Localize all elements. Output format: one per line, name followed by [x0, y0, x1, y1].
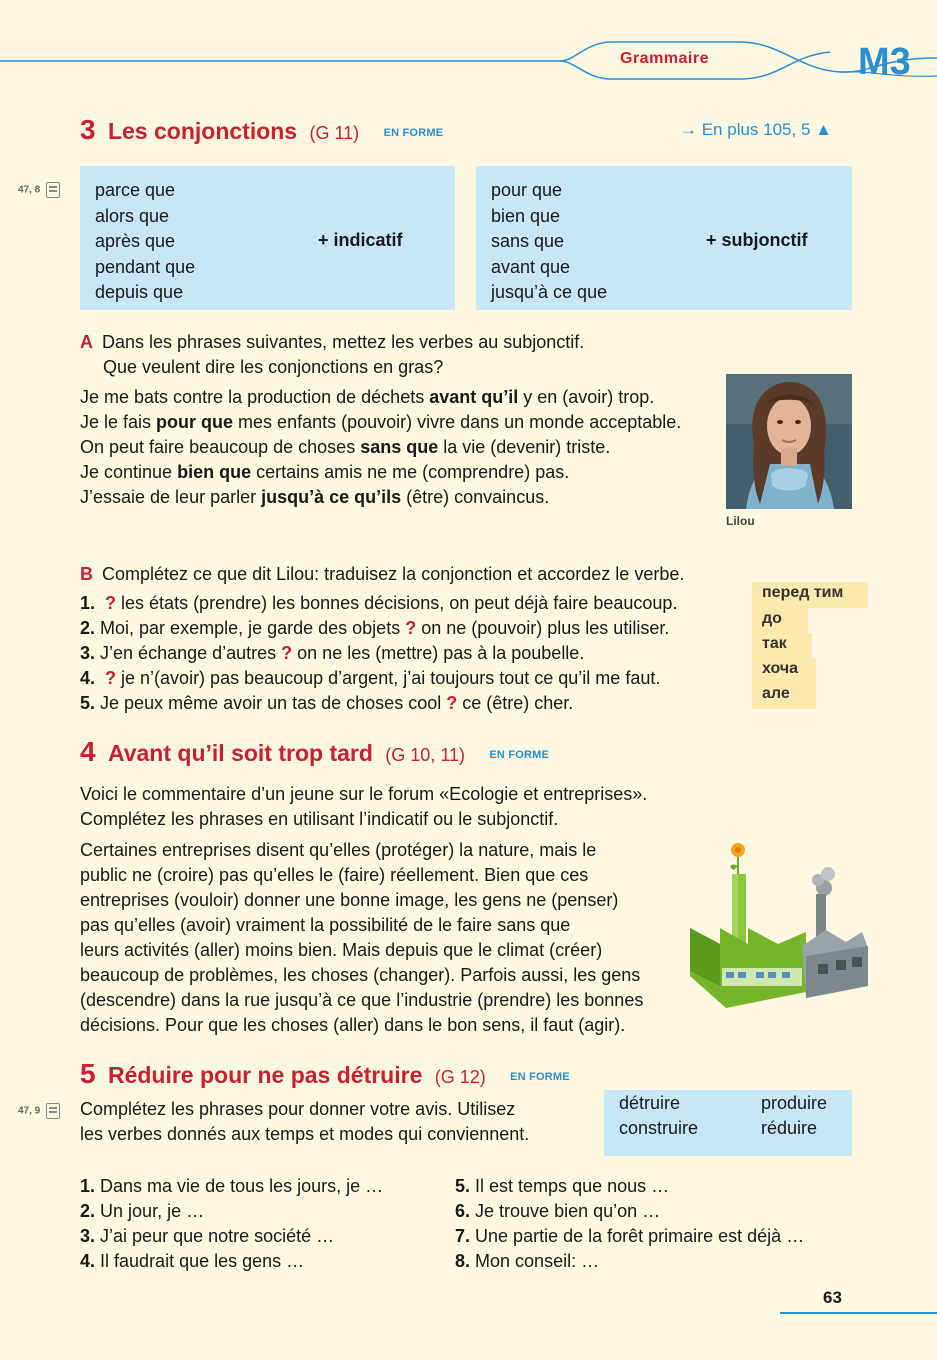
blank-marker: ? [281, 643, 293, 663]
sentence: Je me bats contre la production de déchets avant qu’il y en (avoir) trop. [80, 387, 655, 407]
list-item: 2. Moi, par exemple, je garde des objets ? on ne (pouvoir) plus les utiliser. [80, 618, 670, 638]
exercise-4-intro [80, 782, 647, 832]
exercise-4-heading [80, 736, 549, 768]
sentence: Je le fais pour que mes enfants (pouvoir) vivre dans un monde acceptable. [80, 412, 682, 432]
blank-marker: ? [446, 693, 458, 713]
conjunction-item: alors que [95, 205, 170, 226]
conjunction-item: sans que [491, 231, 565, 251]
indicatif-box [80, 166, 455, 310]
verb-item: réduire [761, 1118, 818, 1138]
grammar-code: (G 12) [434, 1067, 486, 1087]
grammar-code: (G 10, 11) [385, 745, 465, 765]
list-item: 1. Dans ma vie de tous les jours, je … [80, 1176, 384, 1196]
subjonctif-box [476, 166, 852, 310]
word-tag: хоча [752, 658, 816, 683]
sentence: Je continue bien que certains amis ne me (comprendre) pas. [80, 462, 570, 482]
side-reference-text: 47, 8 [18, 184, 41, 196]
exercise-title: Avant qu’il soit trop tard [107, 740, 373, 766]
exercise-3-heading [80, 114, 443, 146]
exercise-4-text [80, 838, 643, 1038]
exercise-number: 5 [80, 1058, 96, 1089]
list-item: 3. J’en échange d’autres ? on ne les (mettre) pas à la poubelle. [80, 643, 585, 663]
word-tag: так [752, 633, 812, 658]
word-tags [752, 582, 868, 709]
module-label: M3 [858, 41, 911, 83]
intro-line: les verbes donnés aux temps et modes qui conviennent. [80, 1124, 530, 1144]
exercise-5-left-items [80, 1174, 383, 1274]
conjunction-item: après que [95, 231, 176, 251]
intro-line: Voici le commentaire d’un jeune sur le forum «Ecologie et entreprises». [80, 784, 648, 804]
en-forme-tag: EN FORME [510, 1070, 570, 1083]
grammar-code: (G 11) [309, 123, 360, 143]
verbs-box [604, 1090, 852, 1156]
word-tag: але [752, 683, 816, 709]
indicatif-label: + indicatif [318, 230, 403, 250]
side-reference-text: 47, 9 [18, 1105, 41, 1117]
part-letter: B [80, 564, 93, 584]
exercise-5-intro [80, 1097, 529, 1147]
lilou-photo [726, 374, 852, 509]
subjonctif-list [491, 178, 607, 306]
book-icon [46, 1103, 60, 1119]
part-b-items [80, 591, 677, 716]
section-label: Grammaire [620, 50, 709, 67]
verb-item: produire [761, 1093, 828, 1113]
list-item: 2. Un jour, je … [80, 1201, 205, 1221]
book-icon [46, 182, 60, 198]
list-item: 5. Il est temps que nous … [455, 1176, 670, 1196]
list-item: 7. Une partie de la forêt primaire est déjà … [455, 1226, 805, 1246]
instruction-text: Dans les phrases suivantes, mettez les verbes au subjonctif. [102, 332, 585, 352]
en-forme-tag: EN FORME [383, 126, 444, 139]
part-a-instruction [80, 330, 584, 355]
part-letter: A [80, 332, 93, 352]
factory-illustration [686, 836, 870, 1010]
part-a-sentences [80, 385, 681, 510]
exercise-number: 3 [80, 114, 96, 145]
en-forme-tag: EN FORME [489, 748, 550, 761]
list-item: 8. Mon conseil: … [455, 1251, 600, 1271]
blank-marker: ? [105, 668, 117, 688]
conjunction-item: depuis que [95, 282, 184, 302]
exercise-number: 4 [80, 736, 96, 767]
exercise-5-right-items [455, 1174, 804, 1274]
footer-rule [780, 1312, 937, 1314]
part-a-instruction-2: Que veulent dire les conjonctions en gras? [103, 357, 444, 377]
word-tag: перед тим [752, 582, 868, 608]
text-line: pas qu’elles (avoir) vraiment la possibilité de le faire sans que [80, 915, 571, 935]
subjonctif-label: + subjonctif [706, 230, 808, 250]
photo-caption: Lilou [726, 514, 755, 528]
text-line: beaucoup de problèmes, les choses (changer). Parfois aussi, les gens [80, 965, 641, 985]
text-line: public ne (croire) pas qu’elles le (faire) réellement. Bien que ces [80, 865, 589, 885]
list-item: 5. Je peux même avoir un tas de choses cool ? ce (être) cher. [80, 693, 574, 713]
exercise-5-heading [80, 1058, 570, 1090]
exercise-title: Les conjonctions [107, 118, 298, 144]
list-item: 4. ? je n’(avoir) pas beaucoup d’argent, j’ai toujours tout ce qu’il me faut. [80, 668, 661, 688]
list-item: 6. Je trouve bien qu’on … [455, 1201, 661, 1221]
side-reference [18, 1103, 60, 1119]
instruction-text: Complétez ce que dit Lilou: traduisez la conjonction et accordez le verbe. [102, 564, 685, 584]
conjunction-item: parce que [95, 180, 176, 200]
conjunction-item: jusqu’à ce que [491, 282, 608, 302]
conjunction-item: avant que [491, 256, 571, 277]
text-line: décisions. Pour que les choses (aller) dans le bon sens, il faut (agir). [80, 1015, 626, 1035]
list-item: 4. Il faudrait que les gens … [80, 1251, 305, 1271]
word-tag: до [752, 608, 808, 633]
intro-line: Complétez les phrases pour donner votre avis. Utilisez [80, 1099, 516, 1119]
indicatif-list [95, 178, 195, 306]
part-b-instruction [80, 562, 684, 587]
text-line: entreprises (vouloir) donner une bonne image, les gens ne (penser) [80, 890, 619, 910]
verb-item: détruire [619, 1093, 681, 1113]
intro-line: Complétez les phrases en utilisant l’indicatif ou le subjonctif. [80, 809, 559, 829]
en-plus-reference[interactable]: → En plus 105, 5 ▲ [680, 120, 832, 139]
conjunction-item: pour que [491, 180, 563, 200]
blank-marker: ? [405, 618, 417, 638]
sentence: On peut faire beaucoup de choses sans que la vie (devenir) triste. [80, 437, 611, 457]
verb-item: construire [619, 1118, 699, 1138]
text-line: leurs activités (aller) moins bien. Mais depuis que le climat (créer) [80, 940, 603, 960]
list-item: 3. J’ai peur que notre société … [80, 1226, 335, 1246]
text-line: (descendre) dans la rue jusqu’à ce que l’industrie (prendre) les bonnes [80, 990, 644, 1010]
conjunction-item: bien que [491, 205, 561, 226]
exercise-title: Réduire pour ne pas détruire [107, 1062, 423, 1088]
conjunction-item: pendant que [95, 256, 196, 277]
page-number: 63 [823, 1288, 842, 1307]
blank-marker: ? [105, 593, 117, 613]
list-item: 1. ? les états (prendre) les bonnes décisions, on peut déjà faire beaucoup. [80, 593, 678, 613]
header-wave-decoration [0, 28, 937, 98]
side-reference [18, 182, 60, 198]
text-line: Certaines entreprises disent qu’elles (protéger) la nature, mais le [80, 840, 597, 860]
sentence: J’essaie de leur parler jusqu’à ce qu’ils (être) convaincus. [80, 487, 550, 507]
